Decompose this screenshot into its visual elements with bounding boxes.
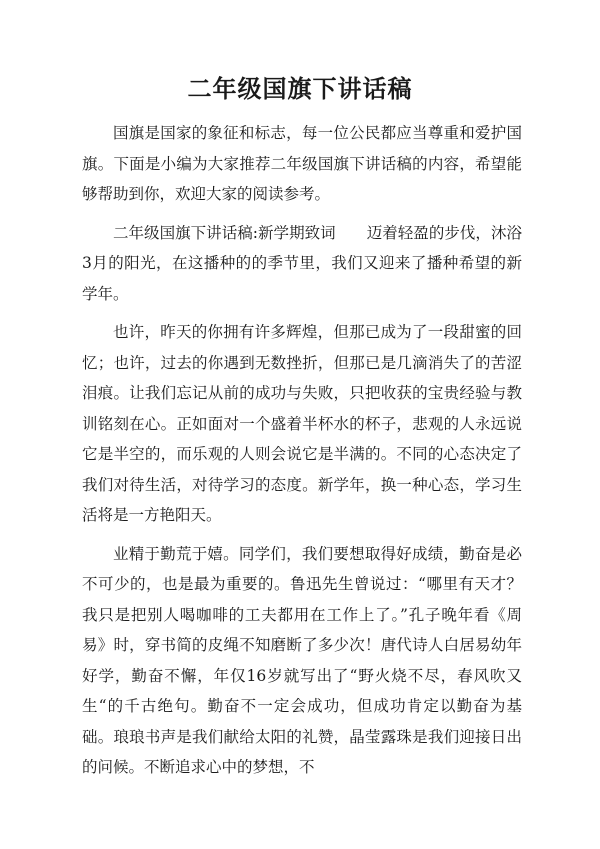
document-title: 二年级国旗下讲话稿 — [187, 74, 413, 103]
document-body — [82, 118, 522, 791]
paragraph-mindset: 也许，昨天的你拥有许多辉煌，但那已成为了一段甜蜜的回忆；也许，过去的你遇到无数挫折，但那已是几滴消失了的苦涩泪痕。让我们忘记从前的成功与失败，只把收获的宝贵经验与教训铭刻在心。正如面对一个盛着半杯水的杯子，悲观的人永远说它是半空的，而乐观的人则会说它是半满的。不同的心态决定了我们对待生活，对待学习的态度。新学年，换一种心态，学习生活将是一方艳阳天。 — [82, 323, 522, 524]
paragraph-opening: 二年级国旗下讲话稿:新学期致词 迈着轻盈的步伐，沐浴3月的阳光，在这播种的的季节里，我们又迎来了播种希望的新学年。 — [82, 223, 522, 303]
paragraph-diligence: 业精于勤荒于嬉。同学们，我们要想取得好成绩，勤奋是必不可少的，也是最为重要的。鲁迅先生曾说过：“哪里有天才？我只是把别人喝咖啡的工夫都用在工作上了。”孔子晚年看《周易》时，穿书简的皮绳不知磨断了多少次！唐代诗人白居易幼年好学，勤奋不懈，年仅16岁就写出了“野火烧不尽，春风吹又生“的千古绝句。勤奋不一定会成功，但成功肯定以勤奋为基础。琅琅书声是我们献给太阳的礼赞，晶莹露珠是我们迎接日出的问候。不断追求心中的梦想，不 — [82, 544, 522, 776]
paragraph-intro: 国旗是国家的象征和标志，每一位公民都应当尊重和爱护国旗。下面是小编为大家推荐二年级国旗下讲话稿的内容，希望能够帮助到你，欢迎大家的阅读参考。 — [82, 124, 522, 203]
